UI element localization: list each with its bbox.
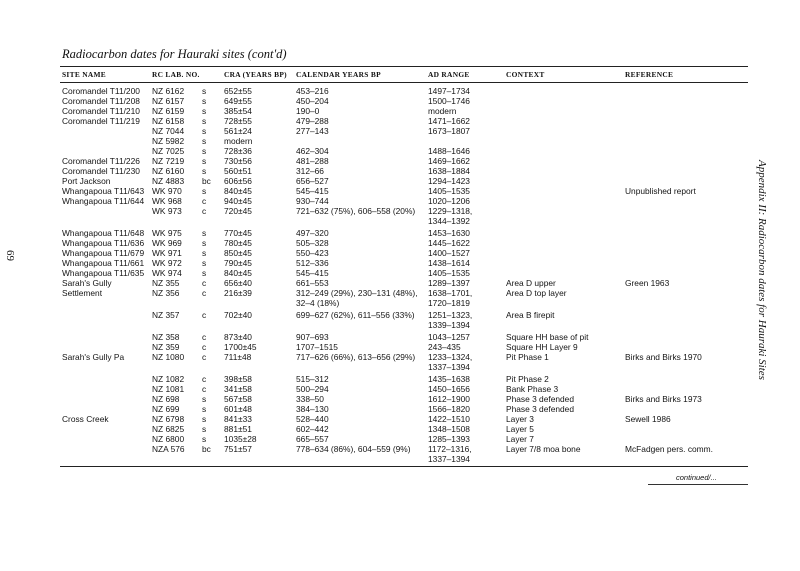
cell-material: bc (202, 176, 211, 186)
running-side-title: Appendix II: Radiocarbon dates for Hauraki Sites (756, 160, 768, 380)
cell-calendar: 277–143 (296, 126, 329, 136)
table-bottom-rule (60, 466, 748, 467)
cell-cra: 385±54 (224, 106, 252, 116)
cell-reference: Birks and Birks 1973 (625, 394, 702, 404)
cell-material: s (202, 434, 207, 444)
cell-ad-range: 1172–1316, (428, 444, 472, 454)
cell-site-name: Coromandel T11/226 (62, 156, 140, 166)
cell-ad-range: 1422–1510 (428, 414, 470, 424)
cell-material: c (202, 310, 207, 320)
cell-context: Layer 7/8 moa bone (506, 444, 581, 454)
cell-ad-range: 1020–1206 (428, 196, 470, 206)
cell-ad-range: 243–435 (428, 342, 461, 352)
cell-material: s (202, 126, 207, 136)
cell-lab-no: WK 975 (152, 228, 182, 238)
continued-rule (648, 484, 748, 485)
cell-ad-range: 1720–1819 (428, 298, 470, 308)
cell-context: Bank Phase 3 (506, 384, 559, 394)
cell-site-name: Coromandel T11/230 (62, 166, 140, 176)
cell-cra: 881±51 (224, 424, 252, 434)
cell-cra: 656±40 (224, 278, 252, 288)
cell-cra: 560±51 (224, 166, 252, 176)
cell-lab-no: NZ 7025 (152, 146, 185, 156)
cell-cra: 606±56 (224, 176, 252, 186)
cell-lab-no: WK 969 (152, 238, 182, 248)
cell-calendar: 338–50 (296, 394, 324, 404)
cell-material: s (202, 156, 207, 166)
cell-ad-range: 1445–1622 (428, 238, 470, 248)
table-top-rule (60, 66, 748, 67)
cell-lab-no: NZ 7044 (152, 126, 185, 136)
cell-site-name: Whangapoua T11/648 (62, 228, 145, 238)
cell-lab-no: WK 968 (152, 196, 182, 206)
cell-material: s (202, 136, 207, 146)
cell-material: s (202, 414, 207, 424)
cell-calendar: 497–320 (296, 228, 329, 238)
cell-ad-range: modern (428, 106, 457, 116)
cell-material: c (202, 384, 207, 394)
cell-lab-no: NZ 4883 (152, 176, 185, 186)
cell-lab-no: WK 972 (152, 258, 182, 268)
cell-reference: Unpublished report (625, 186, 696, 196)
cell-cra: 850±45 (224, 248, 252, 258)
cell-cra: 567±58 (224, 394, 252, 404)
cell-material: s (202, 238, 207, 248)
cell-cra: 1035±28 (224, 434, 257, 444)
cell-lab-no: WK 971 (152, 248, 182, 258)
cell-site-name: Whangapoua T11/635 (62, 268, 145, 278)
cell-lab-no: NZ 6162 (152, 86, 185, 96)
cell-context: Layer 3 (506, 414, 534, 424)
cell-material: s (202, 248, 207, 258)
cell-material: s (202, 258, 207, 268)
cell-lab-no: NZ 358 (152, 332, 180, 342)
cell-ad-range: 1344–1392 (428, 216, 470, 226)
cell-lab-no: NZ 357 (152, 310, 180, 320)
cell-site-name: Whangapoua T11/636 (62, 238, 145, 248)
cell-material: c (202, 288, 207, 298)
cell-material: s (202, 106, 207, 116)
cell-context: Pit Phase 2 (506, 374, 549, 384)
cell-cra: 398±58 (224, 374, 252, 384)
cell-ad-range: 1289–1397 (428, 278, 470, 288)
cell-material: s (202, 228, 207, 238)
cell-material: c (202, 352, 207, 362)
cell-ad-range: 1229–1318, (428, 206, 473, 216)
cell-site-name: Cross Creek (62, 414, 109, 424)
cell-cra: modern (224, 136, 253, 146)
cell-calendar: 462–304 (296, 146, 329, 156)
cell-calendar: 190–0 (296, 106, 320, 116)
cell-cra: 780±45 (224, 238, 252, 248)
cell-cra: 840±45 (224, 268, 252, 278)
cell-context: Layer 7 (506, 434, 534, 444)
cell-lab-no: NZ 355 (152, 278, 180, 288)
cell-ad-range: 1405–1535 (428, 268, 470, 278)
cell-context: Square HH base of pit (506, 332, 589, 342)
cell-material: s (202, 186, 207, 196)
cell-ad-range: 1612–1900 (428, 394, 470, 404)
cell-lab-no: NZ 359 (152, 342, 180, 352)
cell-lab-no: NZ 5982 (152, 136, 185, 146)
cell-reference: Sewell 1986 (625, 414, 671, 424)
cell-cra: 751±57 (224, 444, 252, 454)
cell-calendar: 656–527 (296, 176, 329, 186)
cell-calendar: 907–693 (296, 332, 329, 342)
header-reference: REFERENCE (625, 70, 674, 79)
cell-lab-no: NZ 699 (152, 404, 180, 414)
cell-ad-range: 1497–1734 (428, 86, 470, 96)
cell-site-name: Port Jackson (62, 176, 111, 186)
cell-cra: 341±58 (224, 384, 252, 394)
cell-material: bc (202, 444, 211, 454)
table-caption: Radiocarbon dates for Hauraki sites (cont'd) (62, 47, 287, 61)
cell-material: s (202, 96, 207, 106)
cell-ad-range: 1251–1323, (428, 310, 473, 320)
cell-ad-range: 1348–1508 (428, 424, 470, 434)
header-context: CONTEXT (506, 70, 545, 79)
cell-ad-range: 1438–1614 (428, 258, 470, 268)
cell-site-name: Whangapoua T11/643 (62, 186, 145, 196)
cell-calendar: 545–415 (296, 268, 329, 278)
cell-cra: 702±40 (224, 310, 252, 320)
cell-material: s (202, 404, 207, 414)
cell-reference: Green 1963 (625, 278, 670, 288)
cell-material: s (202, 268, 207, 278)
cell-lab-no: NZ 6158 (152, 116, 185, 126)
page-number: 69 (4, 250, 16, 261)
cell-context: Phase 3 defended (506, 404, 574, 414)
cell-reference: Birks and Birks 1970 (625, 352, 702, 362)
cell-cra: 790±45 (224, 258, 252, 268)
cell-lab-no: NZ 1082 (152, 374, 185, 384)
cell-site-name: Coromandel T11/210 (62, 106, 140, 116)
cell-ad-range: 1043–1257 (428, 332, 470, 342)
cell-ad-range: 1337–1394 (428, 454, 470, 464)
cell-context: Pit Phase 1 (506, 352, 549, 362)
cell-calendar: 778–634 (86%), 604–559 (9%) (296, 444, 411, 454)
cell-calendar: 550–423 (296, 248, 329, 258)
cell-lab-no: NZ 7219 (152, 156, 185, 166)
cell-material: c (202, 206, 207, 216)
cell-calendar: 481–288 (296, 156, 329, 166)
cell-cra: 649±55 (224, 96, 252, 106)
cell-ad-range: 1500–1746 (428, 96, 470, 106)
cell-calendar: 721–632 (75%), 606–558 (20%) (296, 206, 416, 216)
cell-cra: 720±45 (224, 206, 252, 216)
cell-material: c (202, 332, 207, 342)
cell-cra: 728±55 (224, 116, 252, 126)
cell-lab-no: WK 974 (152, 268, 182, 278)
header-bottom-rule (60, 82, 748, 83)
cell-cra: 652±55 (224, 86, 252, 96)
cell-site-name: Coromandel T11/208 (62, 96, 140, 106)
header-cra: CRA (YEARS BP) (224, 70, 287, 79)
cell-material: c (202, 278, 207, 288)
cell-lab-no: NZ 698 (152, 394, 180, 404)
cell-cra: 728±36 (224, 146, 252, 156)
cell-material: s (202, 424, 207, 434)
cell-calendar: 661–553 (296, 278, 329, 288)
cell-ad-range: 1400–1527 (428, 248, 470, 258)
cell-calendar: 312–66 (296, 166, 324, 176)
cell-calendar: 699–627 (62%), 611–556 (33%) (296, 310, 415, 320)
cell-site-name: Whangapoua T11/644 (62, 196, 145, 206)
cell-calendar: 545–415 (296, 186, 329, 196)
cell-calendar: 312–249 (29%), 230–131 (48%), (296, 288, 418, 298)
cell-ad-range: 1638–1884 (428, 166, 470, 176)
cell-ad-range: 1450–1656 (428, 384, 470, 394)
cell-calendar: 665–557 (296, 434, 329, 444)
cell-ad-range: 1453–1630 (428, 228, 470, 238)
cell-cra: 711±48 (224, 352, 252, 362)
cell-ad-range: 1471–1662 (428, 116, 470, 126)
cell-site-name: Coromandel T11/200 (62, 86, 140, 96)
cell-lab-no: WK 970 (152, 186, 182, 196)
cell-ad-range: 1285–1393 (428, 434, 470, 444)
cell-lab-no: NZ 1080 (152, 352, 185, 362)
header-rc-lab-no: RC LAB. NO. (152, 70, 200, 79)
cell-calendar: 602–442 (296, 424, 329, 434)
cell-calendar: 515–312 (296, 374, 329, 384)
header-ad-range: AD RANGE (428, 70, 470, 79)
cell-calendar: 32–4 (18%) (296, 298, 340, 308)
cell-material: s (202, 86, 207, 96)
cell-context: Phase 3 defended (506, 394, 574, 404)
cell-ad-range: 1233–1324, (428, 352, 473, 362)
cell-cra: 873±40 (224, 332, 252, 342)
cell-lab-no: NZ 6157 (152, 96, 185, 106)
cell-ad-range: 1339–1394 (428, 320, 470, 330)
cell-context: Square HH Layer 9 (506, 342, 578, 352)
cell-calendar: 479–288 (296, 116, 329, 126)
cell-calendar: 450–204 (296, 96, 329, 106)
cell-context: Layer 5 (506, 424, 534, 434)
cell-ad-range: 1673–1807 (428, 126, 470, 136)
cell-cra: 1700±45 (224, 342, 257, 352)
cell-lab-no: NZ 6798 (152, 414, 185, 424)
cell-context: Area D upper (506, 278, 556, 288)
cell-site-name: Whangapoua T11/661 (62, 258, 145, 268)
cell-lab-no: NZA 576 (152, 444, 185, 454)
cell-site-name: Settlement (62, 288, 103, 298)
header-site-name: SITE NAME (62, 70, 106, 79)
cell-material: c (202, 196, 207, 206)
cell-context: Area D top layer (506, 288, 567, 298)
cell-material: s (202, 394, 207, 404)
cell-calendar: 1707–1515 (296, 342, 338, 352)
cell-lab-no: NZ 6825 (152, 424, 185, 434)
cell-cra: 940±45 (224, 196, 252, 206)
cell-lab-no: NZ 6159 (152, 106, 185, 116)
cell-lab-no: NZ 6800 (152, 434, 185, 444)
cell-material: s (202, 166, 207, 176)
cell-material: c (202, 374, 207, 384)
cell-reference: McFadgen pers. comm. (625, 444, 713, 454)
cell-ad-range: 1469–1662 (428, 156, 470, 166)
cell-ad-range: 1337–1394 (428, 362, 470, 372)
continued-note: continued/... (676, 473, 717, 482)
cell-calendar: 384–130 (296, 404, 329, 414)
cell-cra: 601±48 (224, 404, 252, 414)
cell-lab-no: NZ 356 (152, 288, 180, 298)
cell-material: s (202, 116, 207, 126)
cell-calendar: 528–440 (296, 414, 329, 424)
cell-ad-range: 1566–1820 (428, 404, 470, 414)
cell-cra: 216±39 (224, 288, 252, 298)
cell-site-name: Coromandel T11/219 (62, 116, 140, 126)
cell-calendar: 505–328 (296, 238, 329, 248)
cell-cra: 730±56 (224, 156, 252, 166)
header-calendar: CALENDAR YEARS BP (296, 70, 381, 79)
cell-ad-range: 1405–1535 (428, 186, 470, 196)
cell-ad-range: 1488–1646 (428, 146, 470, 156)
cell-ad-range: 1638–1701, (428, 288, 473, 298)
cell-calendar: 500–294 (296, 384, 329, 394)
cell-calendar: 717–626 (66%), 613–656 (29%) (296, 352, 416, 362)
cell-cra: 770±45 (224, 228, 252, 238)
cell-calendar: 453–216 (296, 86, 329, 96)
cell-calendar: 930–744 (296, 196, 329, 206)
cell-cra: 841±33 (224, 414, 252, 424)
cell-ad-range: 1435–1638 (428, 374, 470, 384)
cell-site-name: Whangapoua T11/679 (62, 248, 145, 258)
cell-material: s (202, 146, 207, 156)
cell-context: Area B firepit (506, 310, 555, 320)
cell-cra: 840±45 (224, 186, 252, 196)
cell-cra: 561±24 (224, 126, 252, 136)
cell-site-name: Sarah's Gully Pa (62, 352, 125, 362)
cell-site-name: Sarah's Gully (62, 278, 112, 288)
cell-material: c (202, 342, 207, 352)
cell-lab-no: NZ 6160 (152, 166, 185, 176)
cell-ad-range: 1294–1423 (428, 176, 470, 186)
cell-calendar: 512–336 (296, 258, 329, 268)
cell-lab-no: NZ 1081 (152, 384, 185, 394)
cell-lab-no: WK 973 (152, 206, 182, 216)
